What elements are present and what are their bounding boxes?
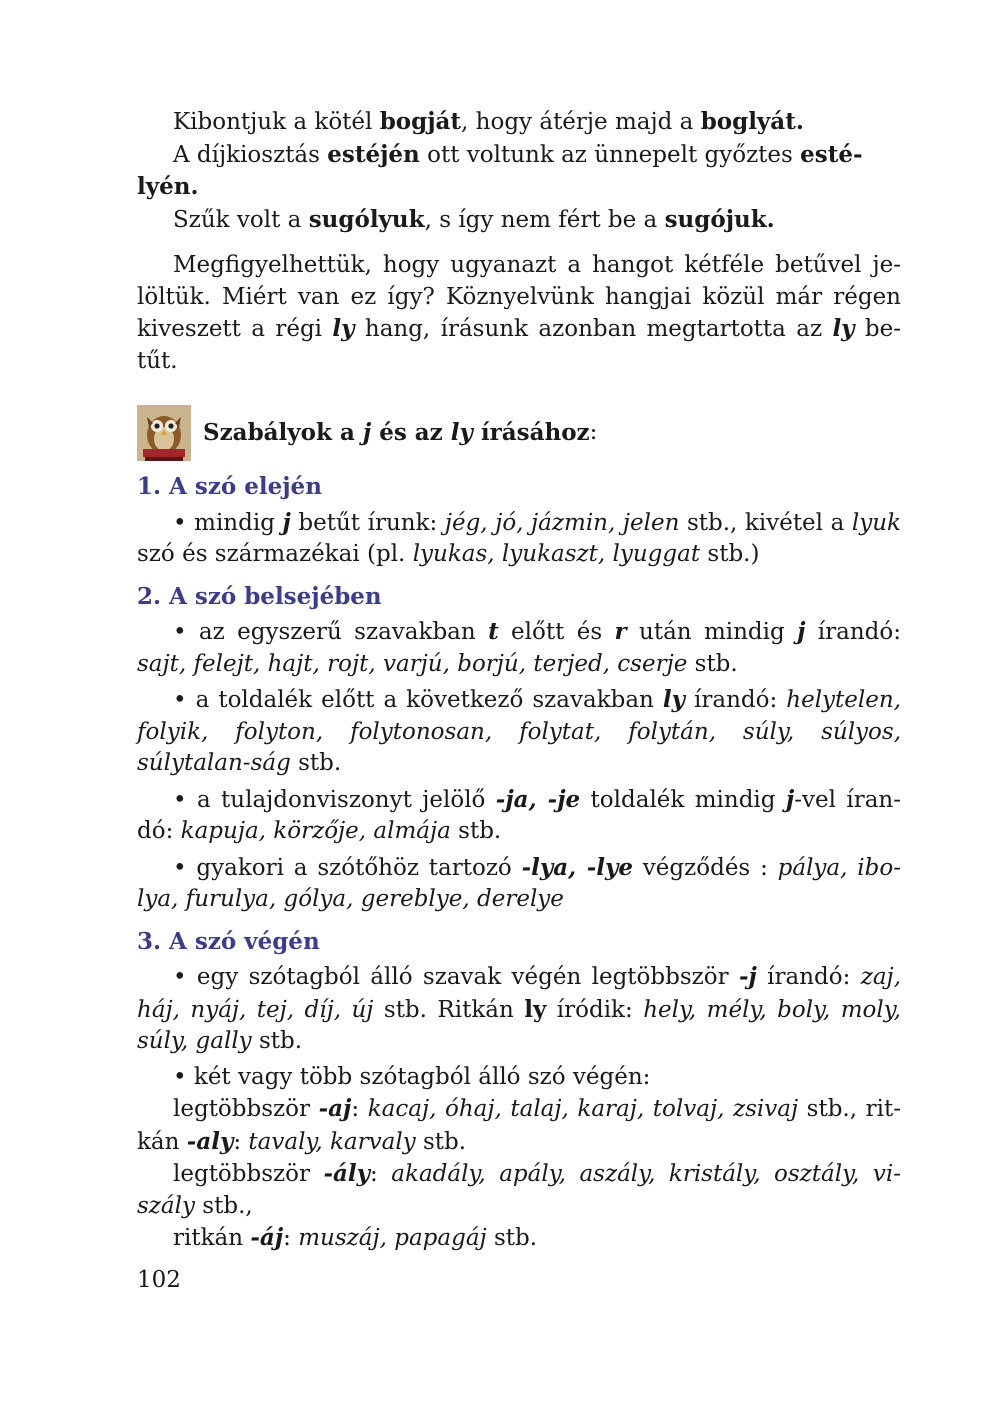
section-3-line-3: legtöbbször -aj: kacaj, óhaj, talaj, karaj, tolvaj, zsivaj stb., rit-kán -aly: tavaly, karvaly stb. [137,1095,901,1155]
section-2-bullet-3: • a tulajdonviszonyt jelölő -ja, -je toldalék mindig j-vel íran-dó: kapuja, körzője, almája stb. [137,785,902,844]
intro-line-2: A díjkiosztás estéjén ott voltunk az ünnepelt győztes esté- lyén. [137,140,863,200]
intro-line-3: Szűk volt a sugólyuk, s így nem fért be a sugójuk. [173,205,775,233]
section-heading-3: 3. A szó végén [137,927,320,955]
page-number: 102 [137,1267,181,1293]
rules-header: Szabályok a j és az ly írásához : [137,405,901,461]
section-3-line-5: ritkán -áj: muszáj, papagáj stb. [173,1224,538,1251]
explanation-paragraph: Megfigyelhettük, hogy ugyanazt a hangot kétféle betűvel je-löltük. Miért van ez így? Köznyelvünk hangjai közül már régen kiveszett a régi ly hang, írásunk azonban megtartotta az ly be-tűt. [137,252,902,374]
section-heading-2: 2. A szó belsejében [137,582,382,610]
page-body [137,106,901,1255]
section-1-bullet-1: • mindig j betűt írunk: jég, jó, jázmin, jelen stb., kivétel a lyuk szó és származékai (pl. lyukas, lyukaszt, lyuggat stb.) [137,508,901,567]
section-2-bullet-2: • a toldalék előtt a következő szavakban ly írandó: helytelen, folyik, folyton, folytonosan, folytat, folytán, súly, súlyos, súlytalan-ság stb. [137,686,901,776]
section-3-bullet-1: • egy szótagból álló szavak végén legtöbbször -j írandó: zaj, háj, nyáj, tej, díj, új stb. Ritkán ly íródik: hely, mély, boly, moly, súly, gally stb. [137,963,901,1054]
section-2-bullet-4: • gyakori a szótőhöz tartozó -lya, -lye végződés : pálya, ibo-lya, furulya, gólya, gereblye, derelye [137,853,901,912]
section-3-bullet-2: • két vagy több szótagból álló szó végén: [173,1063,651,1090]
section-heading-1: 1. A szó elején [137,473,322,500]
rules-title: Szabályok a j és az ly írásához [203,419,590,447]
owl-icon [137,405,191,461]
section-2-bullet-1: • az egyszerű szavakban t előtt és r után mindig j írandó: sajt, felejt, hajt, rojt, varjú, borjú, terjed, cserje stb. [137,618,901,677]
section-3-line-4: legtöbbször -ály: akadály, apály, aszály, kristály, osztály, vi-szály stb., [137,1160,901,1219]
intro-line-1: Kibontjuk a kötél bogját, hogy átérje majd a boglyát. [173,108,804,135]
